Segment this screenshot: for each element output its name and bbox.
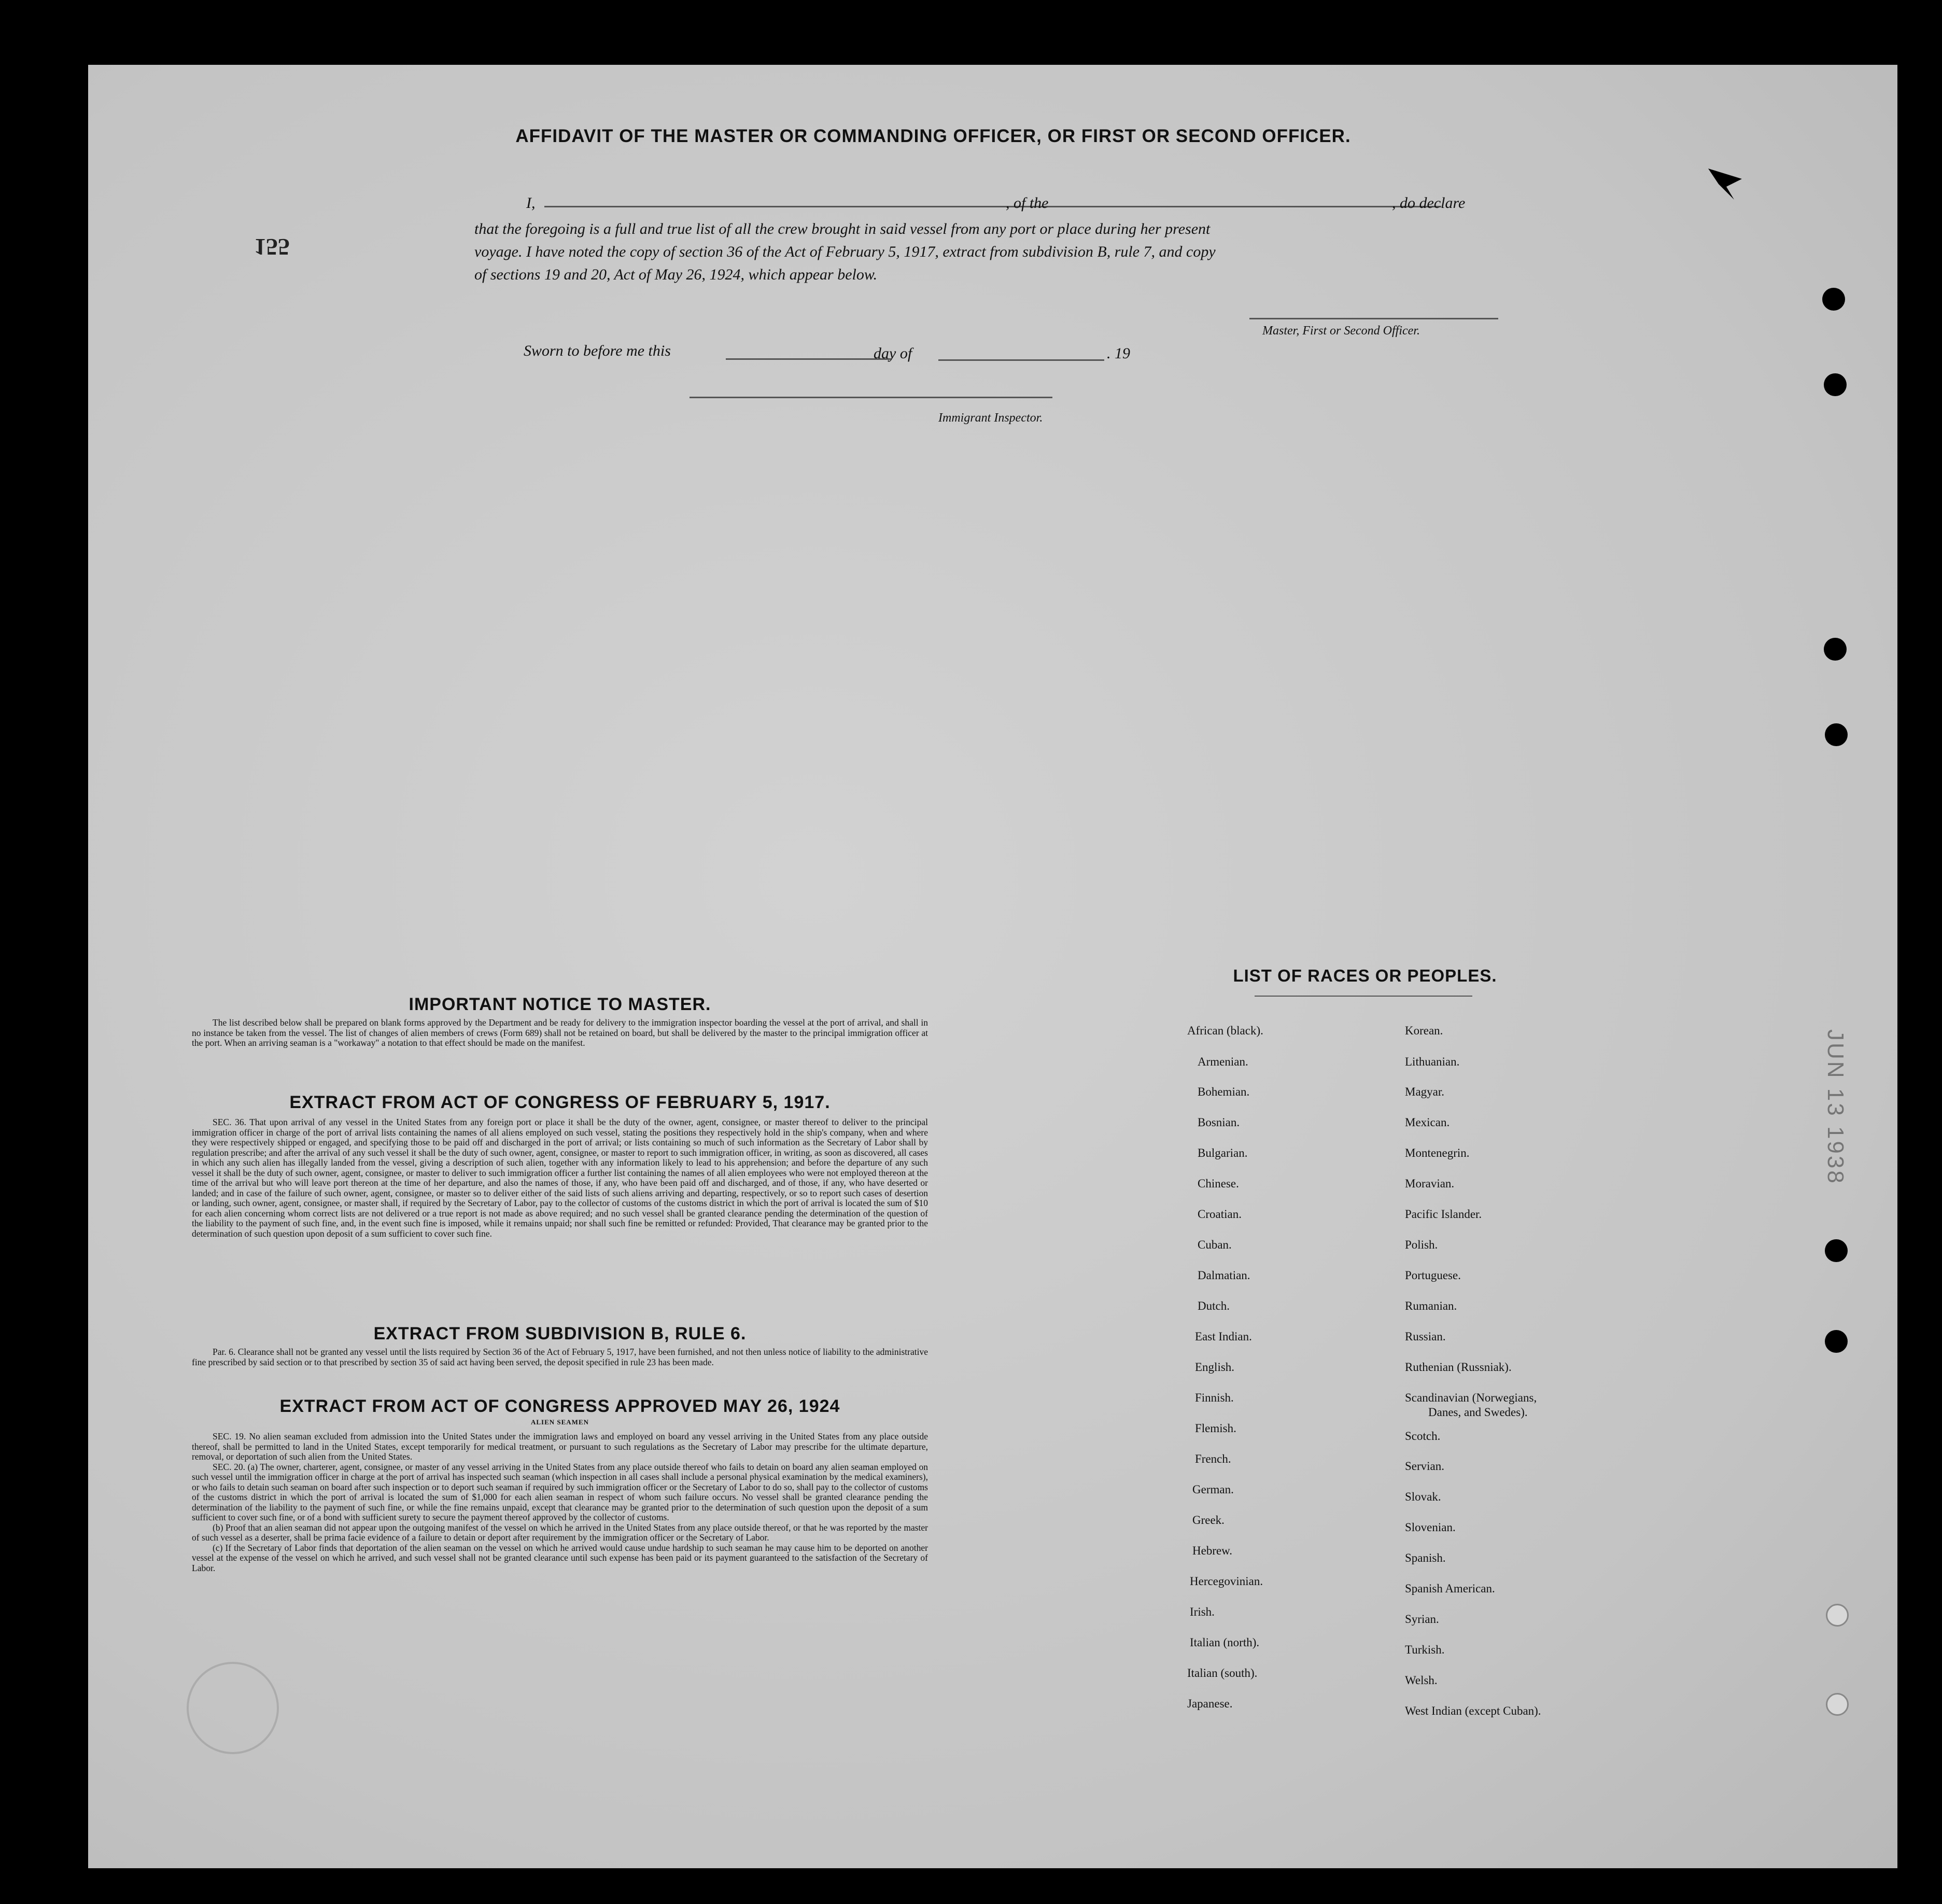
master-signature-label: Master, First or Second Officer.	[1262, 324, 1420, 338]
punch-hole-ring-icon	[1826, 1604, 1849, 1627]
race-item: Rumanian.	[1405, 1299, 1457, 1312]
race-item: Spanish.	[1405, 1551, 1446, 1564]
affidavit-do-declare: , do declare	[1392, 194, 1466, 212]
race-item: Portuguese.	[1405, 1269, 1461, 1282]
race-item: Lithuanian.	[1405, 1055, 1460, 1068]
extract-1924-title: EXTRACT FROM ACT OF CONGRESS APPROVED MAY 26, 1924	[279, 1396, 840, 1416]
sec-20c-text: (c) If the Secretary of Labor finds that deportation of the alien seaman on the vessel on which he arrived would cause undue hardship to such seaman he may cause him to be deported on another vessel at the expense of the vessel on which he arrived, and such vessel shall not be granted clearance until such expense has been paid or its payment guaranteed to the satisfaction of the Secretary of Labor.	[192, 1542, 928, 1573]
sworn-month-line	[938, 359, 1104, 361]
race-item: Croatian.	[1198, 1208, 1242, 1221]
race-item: Mexican.	[1405, 1116, 1450, 1129]
torn-corner-icon	[1706, 166, 1747, 202]
race-item: Danes, and Swedes).	[1428, 1406, 1528, 1419]
date-stamp: JUN 13 1938	[1823, 1029, 1848, 1185]
master-signature-line	[1249, 318, 1498, 319]
rule-6-title: EXTRACT FROM SUBDIVISION B, RULE 6.	[373, 1324, 747, 1343]
race-item: Armenian.	[1198, 1055, 1248, 1068]
race-item: Bulgarian.	[1198, 1146, 1248, 1159]
sec-19-text: SEC. 19. No alien seaman excluded from admission into the United States under the immigration laws and employed on board any vessel arriving in the United States from any place outside thereof, shall be permitted to land in the United States, except temporarily for medical treatment, or pursuant to such regulations as the Secretary of Labor may prescribe for the ultimate departure, removal, or deportation of such alien from the United States.	[192, 1431, 928, 1462]
sworn-label: Sworn to before me this	[524, 342, 671, 359]
affidavit-line-2: voyage. I have noted the copy of section 36 of the Act of February 5, 1917, extract from subdivision B, rule 7, and copy	[474, 243, 1216, 260]
extract-1924-subtitle: ALIEN SEAMEN	[530, 1418, 589, 1426]
race-item: Greek.	[1192, 1514, 1225, 1527]
vessel-name-line	[1063, 206, 1441, 207]
race-item: Hebrew.	[1192, 1544, 1233, 1557]
race-item: Welsh.	[1405, 1674, 1438, 1687]
document-page	[88, 65, 1897, 1868]
affidavit-i: I,	[526, 194, 536, 212]
punch-hole-ring-icon	[1826, 1693, 1849, 1716]
race-item: Syrian.	[1405, 1613, 1439, 1626]
race-item: Ruthenian (Russniak).	[1405, 1361, 1512, 1374]
race-item: Servian.	[1405, 1460, 1445, 1473]
extract-1917-text: SEC. 36. That upon arrival of any vessel in the United States from any foreign port or place it shall be the duty of the owner, agent, consignee, or master thereof to deliver to the principal immigration officer in charge of the port of arrival lists containing the names of all aliens employed on such vessel, stating the positions they respectively hold in the ship's company, when and where they were respectively shipped or engaged, and specifying those to be paid off and discharged in the port of arrival; or lists containing so much of such information as the Secretary of Labor shall by regulation prescribe; and after the arrival of any such vessel it shall be the duty of such owner, agent, consignee, or master to report to such immigration officer, in writing, as soon as discovered, all cases in which any such alien has illegally landed from the vessel, giving a description of such alien, together with any information likely to lead to his apprehension; and before the departure of any such vessel it shall be the duty of such owner, agent, consignee, or master to deliver to such immigration officer a further list containing the names of all alien employees who were not employed thereon at the time of the arrival but who will leave port thereon at the time of her departure, and also the names of those, if any, who have been paid off and discharged, and of those, if any, who have deserted or landed; and in case of the failure of such owner, agent, consignee, or master so to deliver either of the said lists of such aliens arriving and departing, respectively, or so to report such cases of desertion or landing, such owner, agent, consignee, or master shall, if required by the Secretary of Labor, pay to the collector of customs of the customs district in which the port of arrival is located the sum of $10 for each alien concerning whom correct lists are not delivered or a true report is not made as above required; and no such vessel shall be granted clearance pending the determination of the question of the liability to the payment of such fine, and, in the event such fine is imposed, while it remains unpaid; nor shall such fine be remitted or refunded: Provided, That clearance may be granted prior to the determination of such question upon deposit of a sum sufficient to cover such fine.	[192, 1117, 928, 1239]
race-item: Montenegrin.	[1405, 1146, 1470, 1159]
punch-hole-icon	[1825, 1239, 1848, 1262]
inspector-signature-label: Immigrant Inspector.	[938, 411, 1043, 425]
sec-20a-text: SEC. 20. (a) The owner, charterer, agent, consignee, or master of any vessel arriving in the United States from any place outside thereof who fails to detain on board any alien seaman employed on such vessel until the immigration officer in charge at the port of arrival has inspected such seaman (which inspection in all cases shall include a personal physical examination by the medical examiners), or who fails to detain such seaman on board after such inspection or to deport such seaman if required by such immigration officer or the Secretary of Labor to do so, shall pay to the collector of customs of the customs district in which the port of arrival is located the sum of $1,000 for each alien seaman in respect of whom such failure occurs. No vessel shall be granted clearance pending the determination of the liability to the payment of such fine, or while the fine remains unpaid, except that clearance may be granted prior to the determination of such question upon the deposit of a sum sufficient to cover such fine, or of a bond with sufficient surety to secure the payment thereof approved by the collector of customs.	[192, 1461, 928, 1522]
punch-hole-icon	[1824, 373, 1847, 396]
day-of-label: day of	[874, 345, 912, 362]
race-item: Bohemian.	[1198, 1085, 1250, 1098]
race-item: Polish.	[1405, 1238, 1438, 1251]
affidavit-of-the: , of the	[1006, 194, 1049, 212]
affidavit-title: AFFIDAVIT OF THE MASTER OR COMMANDING OFFICER, OR FIRST OR SECOND OFFICER.	[515, 126, 1351, 146]
notice-text: The list described below shall be prepared on blank forms approved by the Department and be ready for delivery to the immigration inspector boarding the vessel at the port of arrival, and shall in no instance be taken from the vessel. The list of changes of alien members of crews (Form 689) shall not be retained on board, but shall be delivered by the master to the principal immigration officer at the port. When an arriving seaman is a "workaway" a notation to that effect should be made on the manifest.	[192, 1017, 928, 1048]
race-item: East Indian.	[1195, 1330, 1252, 1343]
extract-1917-block	[192, 1117, 928, 1239]
inspector-signature-line	[689, 397, 1052, 398]
punch-hole-icon	[1825, 1330, 1848, 1353]
race-item: Slovak.	[1405, 1490, 1441, 1503]
race-item: Irish.	[1190, 1605, 1215, 1618]
race-item: Finnish.	[1195, 1391, 1234, 1404]
race-item: Chinese.	[1198, 1177, 1239, 1190]
sworn-day-line	[726, 358, 892, 360]
extract-1917-title: EXTRACT FROM ACT OF CONGRESS OF FEBRUARY 5, 1917.	[289, 1093, 831, 1112]
race-item: Turkish.	[1405, 1643, 1445, 1656]
races-title-underline	[1255, 996, 1472, 997]
race-item: Russian.	[1405, 1330, 1446, 1343]
race-item: Scandinavian (Norwegians,	[1405, 1391, 1537, 1404]
race-item: Italian (north).	[1190, 1636, 1260, 1649]
punch-hole-icon	[1822, 288, 1845, 311]
rule-6-block	[192, 1347, 928, 1367]
race-item: Hercegovinian.	[1190, 1575, 1263, 1588]
race-item: Dalmatian.	[1198, 1269, 1250, 1282]
race-item: West Indian (except Cuban).	[1405, 1704, 1541, 1717]
affidavit-line-1: that the foregoing is a full and true list of all the crew brought in said vessel from any port or place during her present	[474, 220, 1211, 237]
year-label: . 19	[1107, 345, 1130, 362]
race-item: Cuban.	[1198, 1238, 1232, 1251]
race-item: Korean.	[1405, 1024, 1443, 1037]
race-item: Magyar.	[1405, 1085, 1445, 1098]
race-item: Spanish American.	[1405, 1582, 1495, 1595]
rule-6-text: Par. 6. Clearance shall not be granted any vessel until the lists required by Section 36 of the Act of February 5, 1917, have been furnished, and not then unless notice of liability to the administrative fine prescribed by said section or to that prescribed by section 35 of said act having been served, the deposit specified in rule 23 has been made.	[192, 1347, 928, 1367]
faint-round-stamp	[187, 1662, 279, 1754]
race-item: Bosnian.	[1198, 1116, 1240, 1129]
notice-title: IMPORTANT NOTICE TO MASTER.	[409, 995, 711, 1014]
race-item: Italian (south).	[1187, 1667, 1258, 1679]
sec-20b-text: (b) Proof that an alien seaman did not appear upon the outgoing manifest of the vessel on which he arrived in the United States from any place outside thereof, or that he was reported by the master of such vessel as a deserter, shall be prima facie evidence of a failure to detain or deport after requirement by the immigration officer or the Secretary of Labor.	[192, 1522, 928, 1543]
page-number: 155	[254, 234, 290, 260]
extract-1924-block	[192, 1432, 928, 1573]
race-item: Slovenian.	[1405, 1521, 1456, 1534]
race-item: German.	[1192, 1483, 1234, 1496]
race-item: African (black).	[1187, 1024, 1263, 1037]
race-item: Japanese.	[1187, 1697, 1233, 1710]
notice-text-block	[192, 1018, 928, 1048]
race-item: Scotch.	[1405, 1430, 1441, 1443]
race-item: Dutch.	[1198, 1299, 1230, 1312]
race-item: English.	[1195, 1361, 1235, 1374]
punch-hole-icon	[1825, 723, 1848, 746]
race-item: Pacific Islander.	[1405, 1208, 1482, 1221]
punch-hole-icon	[1824, 638, 1847, 661]
races-title: LIST OF RACES OR PEOPLES.	[1233, 966, 1497, 985]
race-item: Flemish.	[1195, 1422, 1236, 1435]
race-item: Moravian.	[1405, 1177, 1455, 1190]
affidavit-line-3: of sections 19 and 20, Act of May 26, 1924, which appear below.	[474, 266, 878, 283]
race-item: French.	[1195, 1452, 1231, 1465]
